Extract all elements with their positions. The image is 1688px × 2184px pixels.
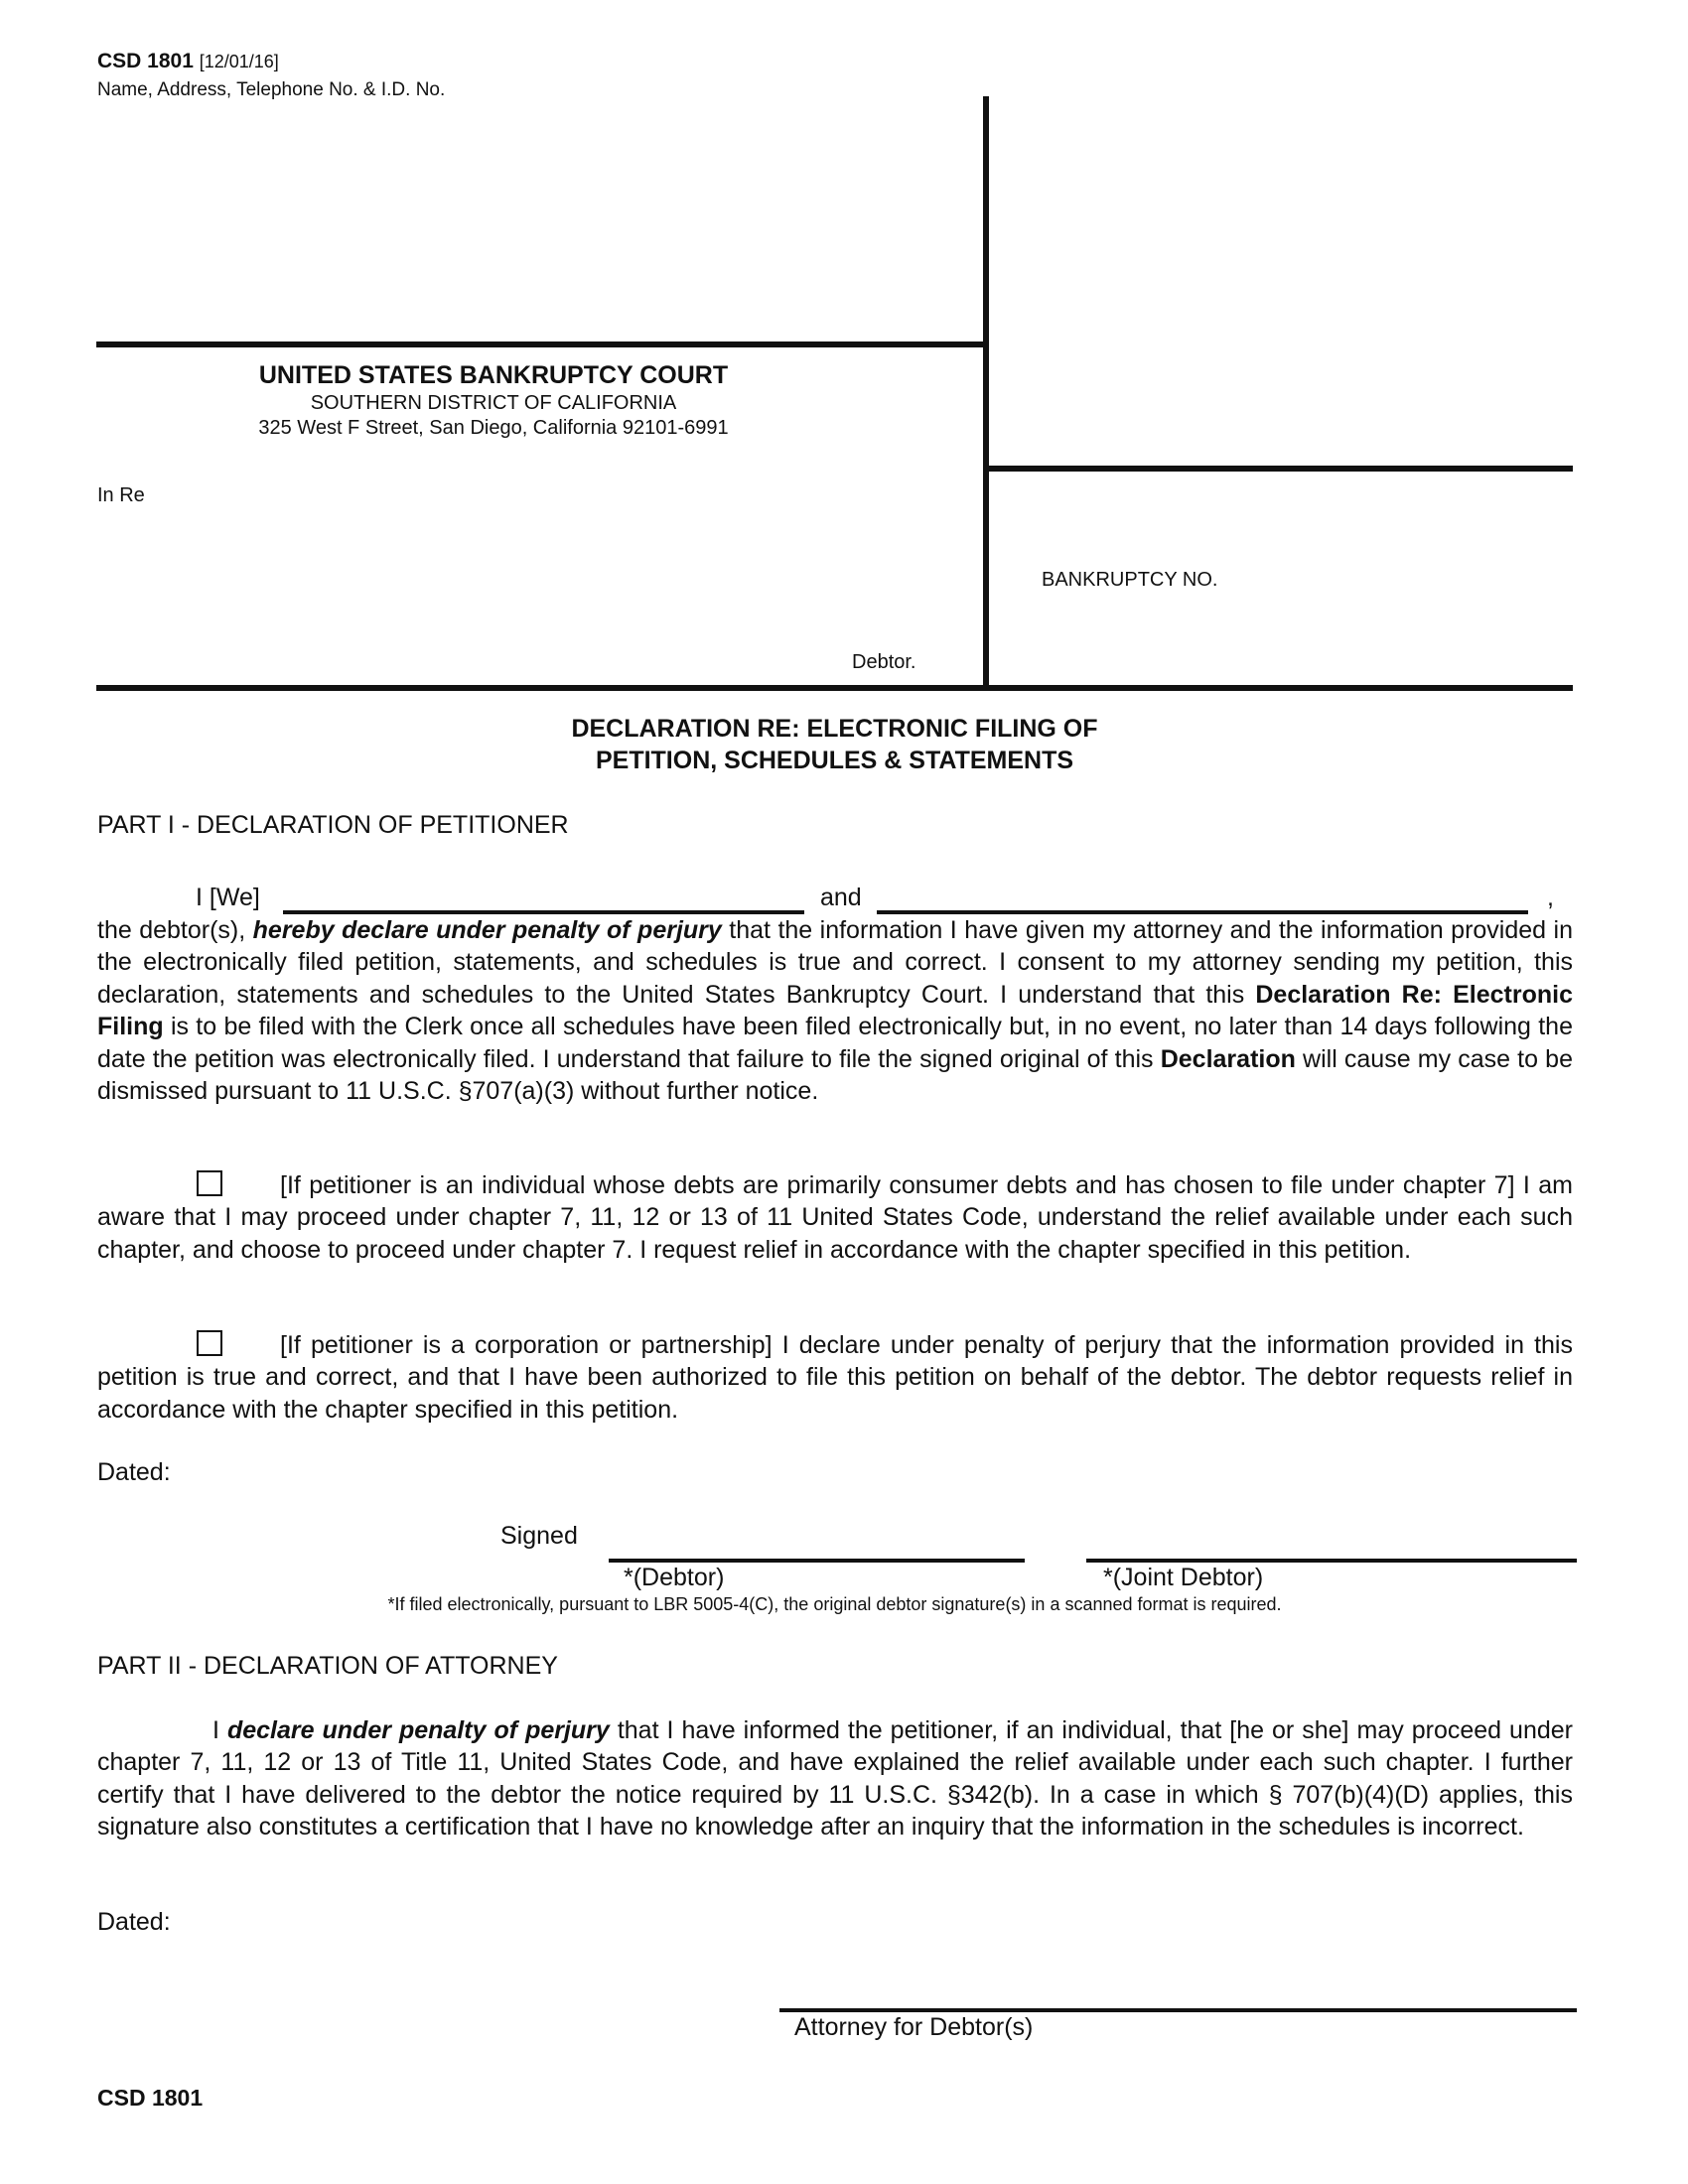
footer-form-code: CSD 1801	[97, 2085, 204, 2111]
emphasis-text: declare under penalty of perjury	[226, 1716, 610, 1744]
text: that the information I have given my attorney and the information provided in the electronically filed petition, statements, and schedules is true and correct. I consent to my attorney sending my petition, this declaration, statements and schedules to the United States Bankruptcy Court. I understand that this	[97, 916, 1573, 1009]
court-address: 325 West F Street, San Diego, California 92101-6991	[258, 417, 729, 439]
divider	[96, 341, 989, 347]
title-line-1: DECLARATION RE: ELECTRONIC FILING OF	[571, 715, 1098, 743]
debtor-signature-label: *(Debtor)	[624, 1564, 725, 1591]
consumer-debts-option	[97, 1169, 1573, 1266]
court-name: UNITED STATES BANKRUPTCY COURT	[258, 361, 729, 389]
consumer-debts-text: [If petitioner is an individual whose debts are primarily consumer debts and has chosen to file under chapter 7] I am aware that I may proceed under chapter 7, 11, 12 or 13 of 11 United States Code, understand the relief available under each such chapter, and choose to proceed under chapter 7. I request relief in accordance with the chapter specified in this petition.	[97, 1171, 1573, 1264]
signed-label: Signed	[500, 1522, 578, 1550]
bold-text: Declaration	[1160, 1044, 1296, 1073]
form-header	[97, 50, 279, 73]
corporation-option	[97, 1329, 1573, 1426]
text: will cause my case to be dismissed pursuant to 11 U.S.C. §707(a)(3) without further notice.	[97, 1044, 1573, 1106]
text: I	[212, 1716, 227, 1744]
debtor-label: Debtor.	[852, 651, 916, 673]
in-re-label: In Re	[97, 484, 145, 506]
document-title	[96, 713, 1573, 776]
text: the debtor(s),	[97, 916, 253, 944]
signature-footnote: *If filed electronically, pursuant to LBR 5005-4(C), the original debtor signature(s) in a scanned format is required.	[387, 1594, 1282, 1614]
part2-dated-label: Dated:	[97, 1908, 171, 1936]
part1-dated-label: Dated:	[97, 1458, 171, 1486]
form-code: CSD 1801	[97, 50, 194, 72]
we-label: I [We]	[196, 884, 260, 911]
joint-debtor-signature-label: *(Joint Debtor)	[1103, 1564, 1264, 1591]
and-label: and	[820, 884, 862, 911]
bold-text: Declaration Re: Electronic Filing	[97, 980, 1573, 1041]
caption-vertical-divider	[983, 96, 989, 690]
corporation-text: [If petitioner is a corporation or partnership] I declare under penalty of perjury that the information provided in this petition is true and correct, and that I have been authorized to file this petition on behalf of the debtor. The debtor requests relief in accordance with the chapter specified in this petition.	[97, 1331, 1573, 1424]
text: is to be filed with the Clerk once all schedules have been filed electronically but, in no event, no later than 14 days following the date the petition was electronically filed. I understand that failure to file the signed original of this	[97, 1013, 1573, 1073]
court-district: SOUTHERN DISTRICT OF CALIFORNIA	[310, 392, 677, 414]
form-date: [12/01/16]	[199, 52, 279, 71]
corporation-checkbox[interactable]	[197, 1330, 222, 1356]
divider	[983, 466, 1573, 472]
part2-heading: PART II - DECLARATION OF ATTORNEY	[97, 1652, 558, 1680]
emphasis-text: hereby declare under penalty of perjury	[252, 916, 722, 944]
part1-heading: PART I - DECLARATION OF PETITIONER	[97, 811, 569, 839]
title-line-2: PETITION, SCHEDULES & STATEMENTS	[595, 747, 1074, 774]
name-address-label: Name, Address, Telephone No. & I.D. No.	[97, 79, 446, 100]
text: that I have informed the petitioner, if an individual, that [he or she] may proceed under chapter 7, 11, 12 or 13 of Title 11, United States Code, and have explained the relief available under each such chapter. I further certify that I have delivered to the debtor the notice required by 11 U.S.C. §342(b). In a case in which § 707(b)(4)(D) applies, this signature also constitutes a certification that I have no knowledge after an inquiry that the information in the schedules is incorrect.	[97, 1716, 1573, 1842]
part2-declaration-paragraph	[97, 1714, 1573, 1843]
court-block	[96, 361, 891, 440]
attorney-signature-label: Attorney for Debtor(s)	[794, 2013, 1034, 2041]
comma: ,	[1547, 884, 1554, 911]
consumer-debts-checkbox[interactable]	[197, 1170, 222, 1196]
bankruptcy-no-label: BANKRUPTCY NO.	[1042, 569, 1218, 591]
divider	[96, 685, 1573, 691]
part1-declaration-paragraph	[97, 914, 1573, 1107]
